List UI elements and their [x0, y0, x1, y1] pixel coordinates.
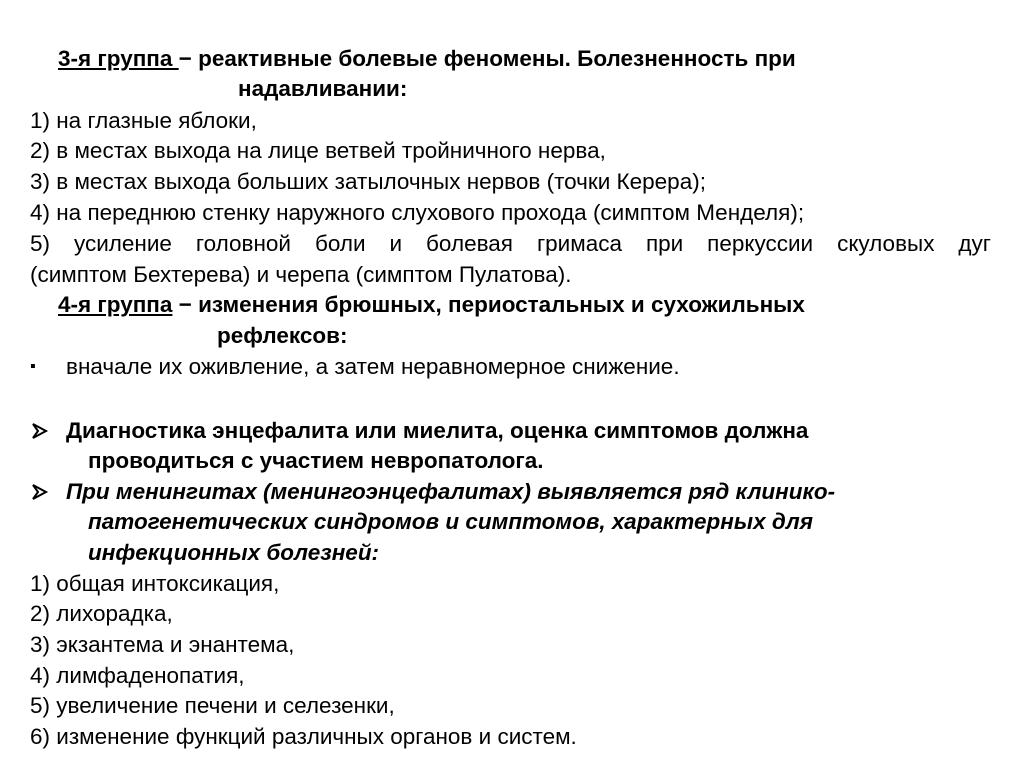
group3-item-5: 5) усиление головной боли и болевая гримаса при перкуссии скуловых дуг: [30, 231, 991, 256]
group4-title: − изменения брюшных, периостальных и сухожильных: [172, 292, 805, 317]
group4-title-cont: рефлексов:: [217, 323, 348, 348]
square-bullet-icon: ▪: [30, 358, 36, 375]
group3-title: реактивные болевые феномены. Болезненность при: [198, 46, 796, 71]
syndrome-item-3: 3) экзантема и энантема,: [30, 632, 295, 657]
point2-line2: патогенетических синдромов и симптомов, характерных для: [88, 509, 813, 534]
group3-item-3: 3) в местах выхода больших затылочных нервов (точки Керера);: [30, 169, 706, 194]
group4-bullet-text: вначале их оживление, а затем неравномерное снижение.: [66, 354, 680, 379]
arrow-bullet-icon: [30, 477, 52, 507]
arrow-bullet-icon: [30, 416, 52, 446]
point1-line2: проводиться с участием невропатолога.: [88, 448, 544, 473]
group4-heading: [58, 290, 805, 320]
syndrome-item-2: 2) лихорадка,: [30, 601, 173, 626]
group3-item-2: 2) в местах выхода на лице ветвей тройничного нерва,: [30, 138, 606, 163]
syndrome-item-1: 1) общая интоксикация,: [30, 571, 280, 596]
point2-line1: При менингитах (менингоэнцефалитах) выявляется ряд клинико-: [66, 479, 836, 504]
syndrome-item-4: 4) лимфаденопатия,: [30, 663, 245, 688]
group3-title-cont: надавливании:: [238, 76, 408, 101]
group3-heading: [58, 44, 796, 74]
syndrome-item-5: 5) увеличение печени и селезенки,: [30, 693, 395, 718]
point2-line3: инфекционных болезней:: [88, 540, 380, 565]
group3-item-4: 4) на переднюю стенку наружного слухового прохода (симптом Менделя);: [30, 200, 805, 225]
point1-line1: Диагностика энцефалита или миелита, оценка симптомов должна: [66, 418, 809, 443]
group3-item-1: 1) на глазные яблоки,: [30, 108, 257, 133]
group3-label: 3-я группа: [58, 46, 179, 71]
syndrome-item-6: 6) изменение функций различных органов и систем.: [30, 724, 577, 749]
group3-dash: −: [178, 46, 199, 71]
group3-item-5-cont: (симптом Бехтерева) и черепа (симптом Пулатова).: [30, 262, 572, 287]
group4-label: 4-я группа: [58, 292, 173, 317]
